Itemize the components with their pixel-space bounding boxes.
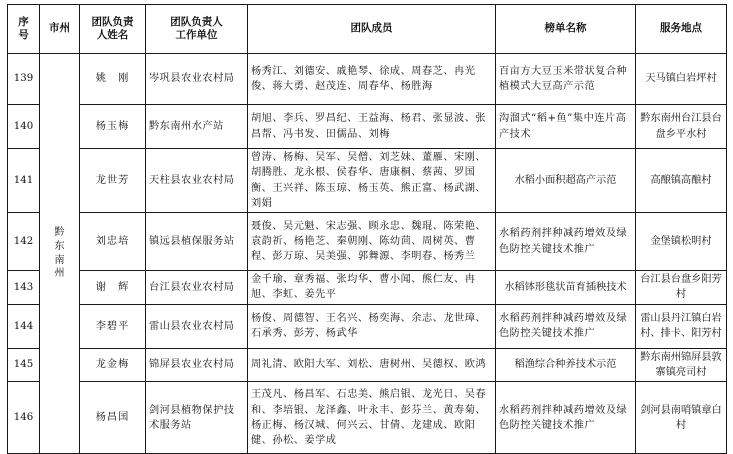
cell-seq: 142 <box>8 213 40 271</box>
cell-leader: 刘忠培 <box>80 213 146 271</box>
cell-seq: 144 <box>8 304 40 348</box>
table-row <box>8 149 727 213</box>
cell-unit: 岑巩县农业农村局 <box>146 54 248 105</box>
team-list-table <box>7 4 727 454</box>
cell-members: 杨俊、周德智、王名兴、杨奕海、余志、龙世璋、石承秀、彭芳、杨武华 <box>248 304 496 348</box>
cell-members: 杨秀江、刘德安、戚艳琴、徐成、周春芝、冉光俊、蒋大勇、赵茂连、周春华、杨胜海 <box>248 54 496 105</box>
cell-list-name: 水稻药剂拌种减药增效及绿色防控关键技术推广 <box>496 304 636 348</box>
table-body <box>8 54 727 454</box>
table-row <box>8 213 727 271</box>
table-header <box>8 5 727 54</box>
table-row <box>8 304 727 348</box>
table-row <box>8 54 727 105</box>
cell-unit: 镇远县植保服务站 <box>146 213 248 271</box>
cell-seq: 140 <box>8 105 40 149</box>
cell-unit: 天柱县农业农村局 <box>146 149 248 213</box>
cell-seq: 139 <box>8 54 40 105</box>
cell-list-name: 沟溜式“稻+鱼”集中连片高产技术 <box>496 105 636 149</box>
header-leader: 团队负责人姓名 <box>80 5 146 54</box>
cell-unit: 黔东南州水产站 <box>146 105 248 149</box>
cell-leader: 姚 刚 <box>80 54 146 105</box>
cell-unit: 台江县农业农村局 <box>146 271 248 305</box>
team-list-table-container <box>7 4 727 454</box>
table-row <box>8 105 727 149</box>
cell-list-name: 水稻小面积超高产示范 <box>496 149 636 213</box>
cell-location: 剑河县南哨镇章白村 <box>636 382 727 454</box>
table-row <box>8 271 727 305</box>
cell-list-name: 水稻钵形毯状苗育插秧技术 <box>496 271 636 305</box>
cell-leader: 龙世芳 <box>80 149 146 213</box>
cell-unit: 雷山县农业农村局 <box>146 304 248 348</box>
table-row <box>8 382 727 454</box>
cell-leader: 杨玉梅 <box>80 105 146 149</box>
cell-seq: 143 <box>8 271 40 305</box>
header-city: 市州 <box>40 5 80 54</box>
cell-leader: 谢 辉 <box>80 271 146 305</box>
cell-location: 雷山县丹江镇白岩村、排卡、阳芳村 <box>636 304 727 348</box>
cell-members: 金千瑜、章秀福、张均华、曹小闻、熊仁友、冉旭、李虹、姜先平 <box>248 271 496 305</box>
header-list-name: 榜单名称 <box>496 5 636 54</box>
header-seq: 序号 <box>8 5 40 54</box>
cell-list-name: 水稻药剂拌种减药增效及绿色防控关键技术推广 <box>496 382 636 454</box>
cell-leader: 龙金梅 <box>80 348 146 382</box>
header-location: 服务地点 <box>636 5 727 54</box>
cell-members: 聂俊、吴元魁、宋志强、顾永忠、魏琨、陈荣艳、袁韵祈、杨艳芝、秦朝刚、陈幼茴、周树英、曹程、彭万琼、吴美强、郭舞源、李明春、杨秀兰 <box>248 213 496 271</box>
header-members: 团队成员 <box>248 5 496 54</box>
cell-members: 胡旭、李兵、罗昌纪、王益海、杨君、张显波、张昌帮、冯书发、田儒品、刘梅 <box>248 105 496 149</box>
header-unit: 团队负责人工作单位 <box>146 5 248 54</box>
cell-leader: 杨昌国 <box>80 382 146 454</box>
cell-seq: 141 <box>8 149 40 213</box>
cell-list-name: 水稻药剂拌种减药增效及绿色防控关键技术推广 <box>496 213 636 271</box>
cell-unit: 剑河县植物保护技术服务站 <box>146 382 248 454</box>
cell-unit: 锦屏县农业农村局 <box>146 348 248 382</box>
cell-city-merged <box>40 54 80 454</box>
cell-members: 周礼清、欧阳大军、刘松、唐树州、吴德权、欧鸿 <box>248 348 496 382</box>
cell-location: 高酿镇高酿村 <box>636 149 727 213</box>
table-row <box>8 348 727 382</box>
cell-seq: 145 <box>8 348 40 382</box>
cell-location: 台江县台盘乡阳芳村 <box>636 271 727 305</box>
city-label: 黔东南州 <box>54 227 65 280</box>
cell-location: 天马镇白岩坪村 <box>636 54 727 105</box>
cell-location: 黔东南州台江县台盘乡平水村 <box>636 105 727 149</box>
cell-list-name: 百亩方大豆玉米带状复合种植模式大豆高产示范 <box>496 54 636 105</box>
cell-members: 王茂凡、杨昌军、石忠美、熊启银、龙光日、吴春和、李培银、龙泽鑫、叶永丰、彭芬兰、黄寿菊、杨正梅、杨汉城、何兴云、甘倩、龙建成、欧阳健、孙松、姜学成 <box>248 382 496 454</box>
cell-location: 黔东南州锦屏县敦寨镇亮司村 <box>636 348 727 382</box>
cell-location: 金堡镇松明村 <box>636 213 727 271</box>
cell-members: 曾涛、杨梅、吴军、吴僧、刘芝妹、董雁、宋刚、胡腾胜、龙永根、侯春华、唐康桐、蔡茜、罗国衡、王兴祥、陈玉琼、杨玉英、熊正富、杨武湖、刘娟 <box>248 149 496 213</box>
cell-leader: 李碧平 <box>80 304 146 348</box>
cell-seq: 146 <box>8 382 40 454</box>
cell-list-name: 稻渔综合种养技术示范 <box>496 348 636 382</box>
